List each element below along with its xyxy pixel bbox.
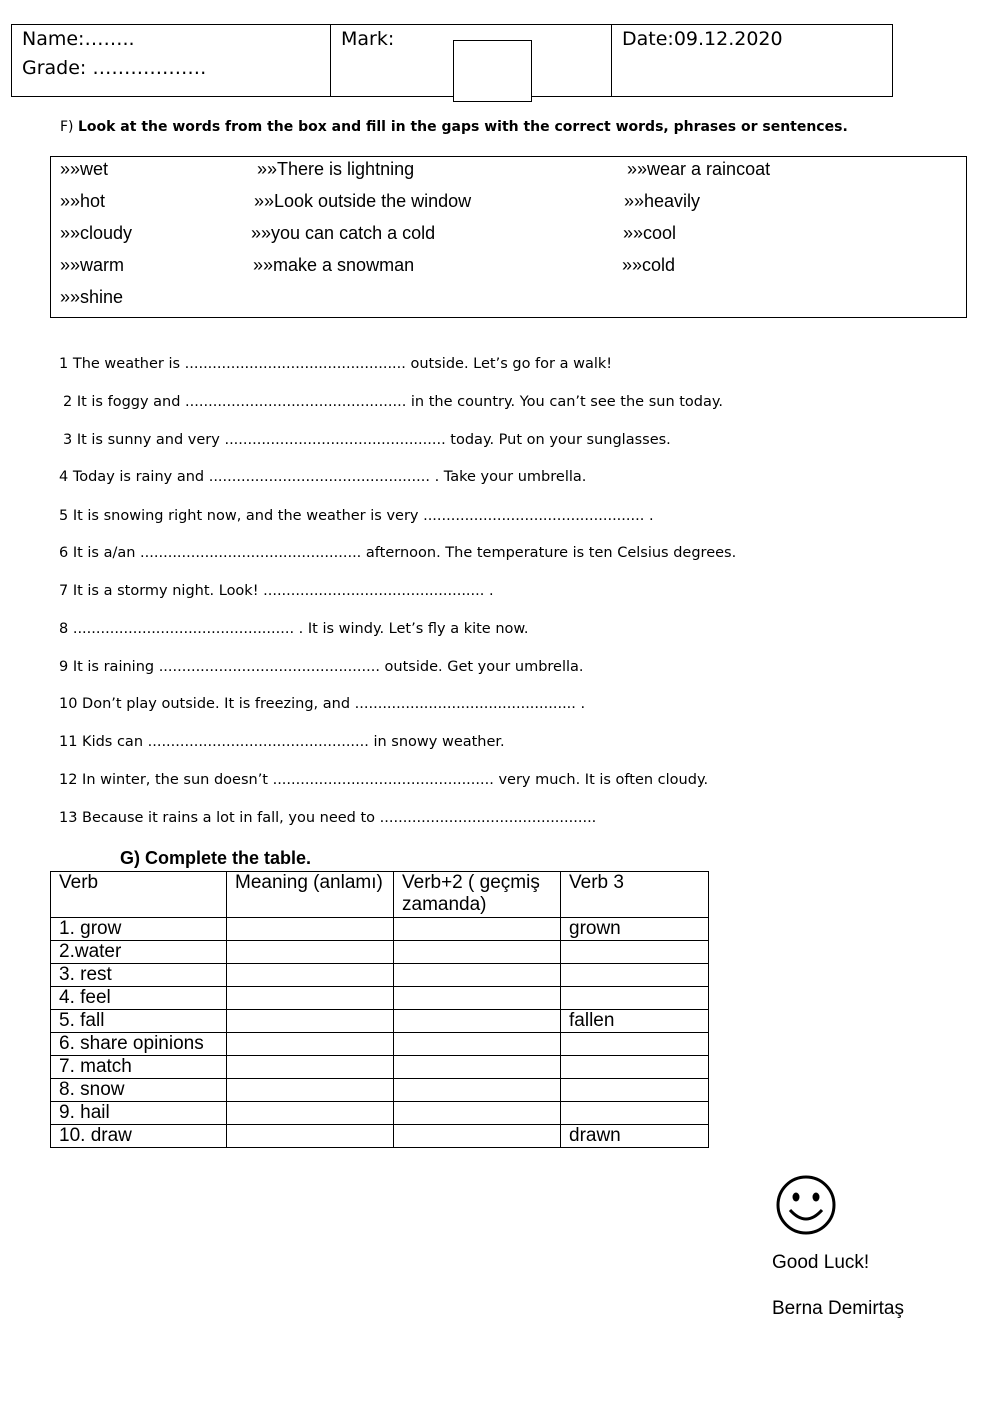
- verb2-cell[interactable]: [394, 1010, 561, 1033]
- verb-cell: 7. match: [51, 1056, 227, 1079]
- date-cell: [612, 25, 892, 96]
- date-label: Date:09.12.2020: [622, 28, 783, 50]
- verb2-cell[interactable]: [394, 1102, 561, 1125]
- sentence-item: 12 In winter, the sun doesn’t ................................................ very much. It is often cloudy.: [59, 772, 709, 788]
- verb3-cell[interactable]: [561, 987, 709, 1010]
- table-row: [51, 964, 709, 987]
- section-g-title: G) Complete the table.: [120, 848, 312, 868]
- verb2-cell[interactable]: [394, 987, 561, 1010]
- table-row: [51, 1125, 709, 1148]
- verb-table: [50, 871, 709, 1148]
- verb-cell: 8. snow: [51, 1079, 227, 1102]
- word-box-item: »»hot: [60, 191, 106, 211]
- verb2-cell[interactable]: [394, 964, 561, 987]
- header-verb: Verb: [51, 872, 227, 918]
- word-box-item: »»There is lightning: [257, 159, 415, 179]
- sentence-item: 1 The weather is ................................................ outside. Let’s go for a walk!: [59, 356, 613, 372]
- verb3-cell[interactable]: drawn: [561, 1125, 709, 1148]
- table-row: [51, 1056, 709, 1079]
- sentence-item: 8 ................................................ . It is windy. Let’s fly a kite now.: [59, 621, 529, 637]
- meaning-cell[interactable]: [227, 1102, 394, 1125]
- mark-box[interactable]: [453, 40, 532, 102]
- sentence-item: 11 Kids can ................................................ in snowy weather.: [59, 734, 505, 750]
- sentence-item: 9 It is raining ................................................ outside. Get your umbrella.: [59, 659, 584, 675]
- word-box-item: »»cool: [623, 223, 677, 243]
- word-box-item: »»cloudy: [60, 223, 133, 243]
- meaning-cell[interactable]: [227, 941, 394, 964]
- verb2-cell[interactable]: [394, 941, 561, 964]
- name-grade-cell: [12, 25, 331, 96]
- verb3-cell[interactable]: [561, 1102, 709, 1125]
- section-f-instruction: [60, 119, 848, 135]
- header-verb2: Verb+2 ( geçmiş zamanda): [394, 872, 561, 918]
- word-box-item: »»warm: [60, 255, 125, 275]
- header-verb3: Verb 3: [561, 872, 709, 918]
- section-f-instruction-text: Look at the words from the box and fill in the gaps with the correct words, phrases or sentences.: [77, 119, 848, 135]
- verb3-cell[interactable]: grown: [561, 918, 709, 941]
- sentence-item: 7 It is a stormy night. Look! ................................................ .: [59, 583, 494, 599]
- word-box-item: »»wear a raincoat: [627, 159, 771, 179]
- sentence-item: 2 It is foggy and ................................................ in the country. You can’t see the sun today.: [63, 394, 724, 410]
- verb2-cell[interactable]: [394, 1125, 561, 1148]
- verb2-cell[interactable]: [394, 918, 561, 941]
- table-row: [51, 1102, 709, 1125]
- good-luck-text: Good Luck!: [772, 1252, 870, 1273]
- worksheet-header: [11, 24, 893, 97]
- meaning-cell[interactable]: [227, 1056, 394, 1079]
- header-meaning: Meaning (anlamı): [227, 872, 394, 918]
- word-box-item: »»wet: [60, 159, 109, 179]
- author-name: Berna Demirtaş: [772, 1298, 904, 1319]
- meaning-cell[interactable]: [227, 1033, 394, 1056]
- table-row: [51, 1010, 709, 1033]
- table-header-row: [51, 872, 709, 918]
- verb-cell: 3. rest: [51, 964, 227, 987]
- meaning-cell[interactable]: [227, 964, 394, 987]
- meaning-cell[interactable]: [227, 918, 394, 941]
- meaning-cell[interactable]: [227, 1125, 394, 1148]
- meaning-cell[interactable]: [227, 1010, 394, 1033]
- verb3-cell[interactable]: [561, 1033, 709, 1056]
- verb3-cell[interactable]: [561, 1079, 709, 1102]
- sentence-item: 13 Because it rains a lot in fall, you need to ...............................................: [59, 810, 597, 826]
- verb3-cell[interactable]: [561, 1056, 709, 1079]
- section-f-label: F): [60, 119, 74, 135]
- table-row: [51, 1033, 709, 1056]
- word-box: [50, 156, 967, 318]
- word-box-item: »»heavily: [624, 191, 701, 211]
- verb3-cell[interactable]: [561, 964, 709, 987]
- verb2-cell[interactable]: [394, 1079, 561, 1102]
- verb3-cell[interactable]: [561, 941, 709, 964]
- word-box-item: »»shine: [60, 287, 124, 307]
- table-row: [51, 987, 709, 1010]
- word-box-item: »»you can catch a cold: [251, 223, 436, 243]
- meaning-cell[interactable]: [227, 1079, 394, 1102]
- word-box-item: »»make a snowman: [253, 255, 415, 275]
- table-row: [51, 1079, 709, 1102]
- word-box-item: »»cold: [622, 255, 676, 275]
- table-row: [51, 941, 709, 964]
- sentence-item: 10 Don’t play outside. It is freezing, and ................................................ .: [59, 696, 586, 712]
- verb-cell: 5. fall: [51, 1010, 227, 1033]
- sentence-item: 4 Today is rainy and ................................................ . Take your umbrella.: [59, 469, 587, 485]
- name-field[interactable]: Name:……..: [22, 28, 135, 50]
- grade-field[interactable]: Grade: ………………: [22, 57, 207, 79]
- sentence-item: 6 It is a/an ................................................ afternoon. The temperature is ten Celsius degrees.: [59, 545, 737, 561]
- verb-cell: 1. grow: [51, 918, 227, 941]
- verb2-cell[interactable]: [394, 1033, 561, 1056]
- verb2-cell[interactable]: [394, 1056, 561, 1079]
- table-row: [51, 918, 709, 941]
- verb-cell: 4. feel: [51, 987, 227, 1010]
- meaning-cell[interactable]: [227, 987, 394, 1010]
- verb-cell: 2.water: [51, 941, 227, 964]
- mark-label: Mark:: [341, 28, 395, 50]
- sentence-item: 5 It is snowing right now, and the weather is very ................................................ .: [59, 508, 654, 524]
- verb-cell: 10. draw: [51, 1125, 227, 1148]
- smiley-face-icon: [775, 1174, 837, 1236]
- verb-cell: 6. share opinions: [51, 1033, 227, 1056]
- verb-cell: 9. hail: [51, 1102, 227, 1125]
- word-box-item: »»Look outside the window: [254, 191, 472, 211]
- verb3-cell[interactable]: fallen: [561, 1010, 709, 1033]
- sentence-item: 3 It is sunny and very ................................................ today. Put on your sunglasses.: [63, 432, 671, 448]
